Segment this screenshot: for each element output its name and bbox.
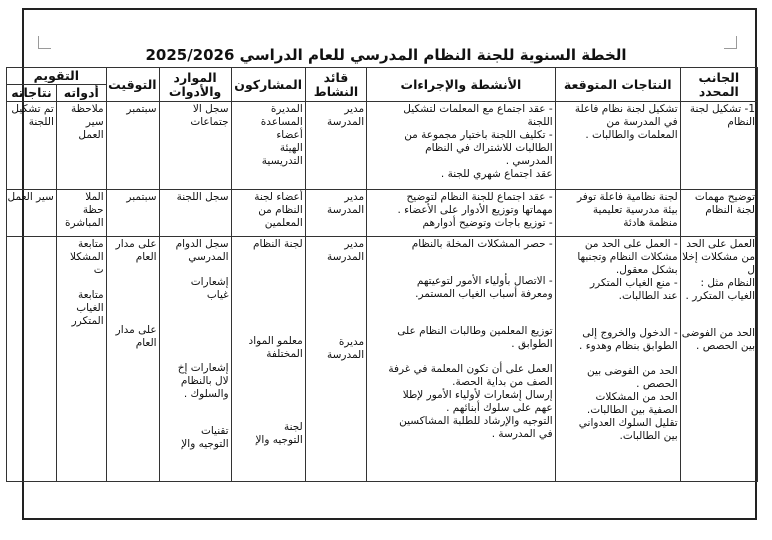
- cell-line: لال بالنظام: [180, 375, 229, 387]
- cell-line: المشكلا: [70, 251, 104, 263]
- cell-spacer: [234, 251, 303, 263]
- cell-line: إشعارات: [190, 276, 229, 288]
- cell-line: مدير: [344, 191, 365, 203]
- cell-results: [7, 237, 57, 482]
- cell-line: المدرسة: [326, 116, 365, 128]
- cell-line: التوجيه والإرشاد للطلبة المشاكسين: [399, 415, 553, 427]
- cell-line: أعضاء: [276, 129, 303, 141]
- cell-spacer: [369, 251, 553, 263]
- cell-line: بين الطالبات.: [619, 430, 678, 442]
- cell-spacer: [308, 288, 364, 300]
- cell-participants: [231, 237, 305, 482]
- cell-tools: [56, 237, 106, 482]
- header-leader: قائد النشاط: [305, 68, 366, 102]
- cell-line: عند الطالبات.: [618, 290, 678, 302]
- cell-activities: [367, 102, 556, 190]
- cell-line: المتكرر: [71, 315, 104, 327]
- cell-spacer: [234, 311, 303, 323]
- cell-line: المعلمين: [264, 217, 303, 229]
- cell-line: اللجنة: [28, 116, 54, 128]
- cell-line: المعلمات والطالبات .: [585, 129, 678, 141]
- cell-spacer: [558, 353, 678, 365]
- cell-line: توضيح مهمات: [694, 191, 755, 203]
- cell-spacer: [162, 338, 229, 350]
- cell-line: المدرسة: [326, 349, 365, 361]
- cell-line: تقنيات: [200, 425, 229, 437]
- cell-line: الطوابق بنظام وهدوء .: [579, 340, 678, 352]
- cell-line: المساعدة: [260, 116, 303, 128]
- cell-line: الغياب: [76, 302, 104, 314]
- cell-line: ت: [93, 264, 104, 276]
- cell-line: معلمو المواد: [248, 335, 303, 347]
- cell-activities: [367, 237, 556, 482]
- cell-line: إرسال إشعارات لأولياء الأمور لإطلا: [402, 389, 553, 401]
- cell-line: بين الحصص .: [696, 340, 755, 352]
- cell-spacer: [683, 315, 755, 327]
- cell-line: سجل اللجنة: [176, 191, 229, 203]
- cell-spacer: [109, 288, 157, 300]
- cell-spacer: [162, 413, 229, 425]
- cell-spacer: [308, 300, 364, 312]
- cell-spacer: [162, 401, 229, 413]
- cell-line: متابعة: [78, 289, 104, 301]
- cell-spacer: [308, 312, 364, 324]
- cell-line: لجنة النظام: [253, 238, 303, 250]
- cell-line: تم تشكيل: [11, 103, 54, 115]
- cell-resources: [159, 237, 231, 482]
- cell-spacer: [308, 324, 364, 336]
- cell-spacer: [109, 276, 157, 288]
- cell-tools: [56, 102, 106, 190]
- cell-line: اللجنة: [527, 116, 553, 128]
- cell-line: غياب: [206, 289, 229, 301]
- cell-line: - منع الغياب المتكرر: [590, 277, 678, 289]
- cell-line: المدرسة: [326, 204, 365, 216]
- page-title: الخطة السنوية للجنة النظام المدرسي للعام الدراسي 2025/2026: [145, 46, 627, 64]
- cell-line: العام: [135, 251, 157, 263]
- cell-line: مدير: [344, 103, 365, 115]
- cell-participants: [231, 102, 305, 190]
- cell-line: عهم على سلوك أبنائهم .: [446, 402, 553, 414]
- cell-timing: [106, 237, 159, 482]
- cell-line: مشكلات النظام وتجنبها: [577, 251, 678, 263]
- annual-plan-table: [6, 67, 758, 482]
- cell-timing: [106, 102, 159, 190]
- cell-line: على مدار: [115, 324, 157, 336]
- cell-spacer: [109, 264, 157, 276]
- cell-spacer: [162, 326, 229, 338]
- cell-line: سبتمبر: [126, 103, 157, 115]
- cell-aspect: [680, 237, 757, 482]
- cell-line: أعضاء لجنة: [254, 191, 303, 203]
- table-row: [7, 237, 758, 482]
- cell-line: جتماعات: [190, 116, 229, 128]
- cell-line: مديرة: [338, 336, 365, 348]
- header-evaluation: التقويم: [7, 68, 107, 85]
- cell-line: سير: [85, 116, 104, 128]
- cell-line: النظام من: [258, 204, 303, 216]
- cell-line: مدير: [344, 238, 365, 250]
- table-row: [7, 190, 758, 237]
- header-timing: التوقيت: [106, 68, 159, 102]
- cell-line: عقد اجتماع شهري للجنة .: [440, 168, 553, 180]
- cell-line: المدرسة: [326, 251, 365, 263]
- plan-body: [7, 102, 758, 482]
- cell-line: ملاحظة: [71, 103, 104, 115]
- cell-line: المدرسي: [188, 251, 229, 263]
- cell-line: المختلفة: [266, 348, 303, 360]
- cell-spacer: [558, 303, 678, 315]
- cell-spacer: [369, 301, 553, 313]
- cell-leader: [305, 237, 366, 482]
- cell-participants: [231, 190, 305, 237]
- cell-spacer: [234, 323, 303, 335]
- cell-spacer: [683, 303, 755, 315]
- cell-spacer: [59, 277, 104, 289]
- cell-line: الحد من المشكلات: [595, 391, 678, 403]
- cell-resources: [159, 190, 231, 237]
- cell-line: 1- تشكيل لجنة: [689, 103, 755, 115]
- cell-spacer: [234, 299, 303, 311]
- cell-line: لجنة: [283, 421, 303, 433]
- header-eval-results: نتاجاته: [7, 85, 57, 102]
- cell-line: في المدرسة .: [491, 428, 553, 440]
- cell-line: - الدخول والخروج إلى: [582, 327, 678, 339]
- cell-spacer: [234, 287, 303, 299]
- cell-line: العمل على أن تكون المعلمة في غرفة: [388, 363, 553, 375]
- cell-line: النظام: [727, 116, 755, 128]
- cell-line: إشعارات إخ: [177, 362, 229, 374]
- cell-line: المباشرة: [64, 217, 104, 229]
- cell-tools: [56, 190, 106, 237]
- cell-spacer: [162, 264, 229, 276]
- cell-line: التوجيه والإ: [255, 434, 303, 446]
- cell-aspect: [680, 190, 757, 237]
- cell-results: [7, 190, 57, 237]
- cell-spacer: [234, 361, 303, 373]
- cell-spacer: [308, 276, 364, 288]
- cell-line: النظام مثل :: [700, 277, 755, 289]
- cell-line: العام: [135, 337, 157, 349]
- cell-line: سجل الا: [192, 103, 229, 115]
- cell-line: التدريسية: [261, 155, 303, 167]
- cell-line: الهيئة: [279, 142, 303, 154]
- cell-line: - توزيع باجات وتوضيح أدوارهم: [422, 217, 553, 229]
- cell-spacer: [369, 263, 553, 275]
- cell-line: مهماتها وتوزيع الأدوار على الأعضاء .: [397, 204, 553, 216]
- cell-spacer: [109, 300, 157, 312]
- cell-line: - الاتصال بأولياء الأمور لتوعيتهم: [416, 275, 553, 287]
- cell-spacer: [109, 312, 157, 324]
- cell-line: لجنة نظامية فاعلة توفر: [576, 191, 678, 203]
- cell-spacer: [308, 264, 364, 276]
- header-eval-tools: أدواته: [56, 85, 106, 102]
- cell-line: سير العمل: [7, 191, 54, 203]
- table-row: [7, 102, 758, 190]
- cell-outcomes: [555, 237, 680, 482]
- cell-aspect: [680, 102, 757, 190]
- cell-resources: [159, 102, 231, 190]
- cell-line: الغياب المتكرر .: [685, 290, 755, 302]
- cell-line: حظة: [82, 204, 104, 216]
- cell-spacer: [234, 385, 303, 397]
- cell-line: بشكل معقول.: [615, 264, 678, 276]
- cell-line: سجل الدوام: [175, 238, 229, 250]
- cell-line: المدرسي .: [505, 155, 553, 167]
- cell-line: التوجيه والإ: [181, 438, 229, 450]
- cell-line: توزيع المعلمين وطالبات النظام على: [397, 325, 553, 337]
- cell-line: لجنة النظام: [705, 204, 755, 216]
- header-outcomes: النتاجات المتوقعة: [555, 68, 680, 102]
- header-aspect: الجانب المحدد: [680, 68, 757, 102]
- cell-outcomes: [555, 102, 680, 190]
- cell-spacer: [162, 302, 229, 314]
- cell-line: تقليل السلوك العدواني: [578, 417, 678, 429]
- cell-line: الحد من الفوضى بين: [587, 365, 678, 377]
- cell-line: الطالبات للاشتراك في النظام: [425, 142, 553, 154]
- cell-spacer: [234, 275, 303, 287]
- header-resources: الموارد والأدوات: [159, 68, 231, 102]
- cell-line: الحد من الفوضى: [681, 327, 755, 339]
- cell-results: [7, 102, 57, 190]
- cell-line: بيئة مدرسية تعليمية: [592, 204, 678, 216]
- cell-spacer: [162, 314, 229, 326]
- cell-line: - عقد اجتماع مع المعلمات لتشكيل: [403, 103, 553, 115]
- cell-spacer: [234, 263, 303, 275]
- cell-spacer: [369, 351, 553, 363]
- cell-spacer: [162, 350, 229, 362]
- cell-line: منظمة هادئة: [623, 217, 678, 229]
- header-row: [7, 68, 758, 85]
- cell-timing: [106, 190, 159, 237]
- cell-line: الصف من بداية الحصة.: [452, 376, 553, 388]
- cell-leader: [305, 190, 366, 237]
- cell-line: - تكليف اللجنة باختيار مجموعة من: [404, 129, 553, 141]
- cell-outcomes: [555, 190, 680, 237]
- cell-line: الحصص .: [636, 378, 678, 390]
- cell-line: تشكيل لجنة نظام فاعلة: [574, 103, 678, 115]
- cell-leader: [305, 102, 366, 190]
- cell-line: من مشكلات إخلا: [682, 251, 755, 263]
- cell-line: ل: [747, 264, 755, 276]
- cell-line: الطوابق .: [511, 338, 553, 350]
- cell-spacer: [558, 315, 678, 327]
- cell-line: والسلوك .: [183, 388, 229, 400]
- cell-spacer: [234, 373, 303, 385]
- cell-line: - العمل على الحد من: [584, 238, 678, 250]
- header-participants: المشاركون: [231, 68, 305, 102]
- cell-spacer: [234, 409, 303, 421]
- cell-line: - حصر المشكلات المخلة بالنظام: [411, 238, 553, 250]
- cell-line: - عقد اجتماع للجنة النظام لتوضيح: [406, 191, 553, 203]
- cell-line: ومعرفة أسباب الغياب المستمر.: [415, 288, 553, 300]
- cell-line: متابعة: [78, 238, 104, 250]
- header-activities: الأنشطة والإجراءات: [367, 68, 556, 102]
- cell-spacer: [234, 397, 303, 409]
- cell-activities: [367, 190, 556, 237]
- cell-line: في المدرسة من: [606, 116, 678, 128]
- cell-spacer: [369, 313, 553, 325]
- cell-line: سبتمبر: [126, 191, 157, 203]
- cell-line: الصفية بين الطالبات.: [586, 404, 678, 416]
- cell-line: العمل على الحد: [686, 238, 755, 250]
- cell-line: على مدار: [115, 238, 157, 250]
- cell-line: الملا: [85, 191, 104, 203]
- cell-line: العمل: [78, 129, 104, 141]
- cell-line: المديرة: [270, 103, 303, 115]
